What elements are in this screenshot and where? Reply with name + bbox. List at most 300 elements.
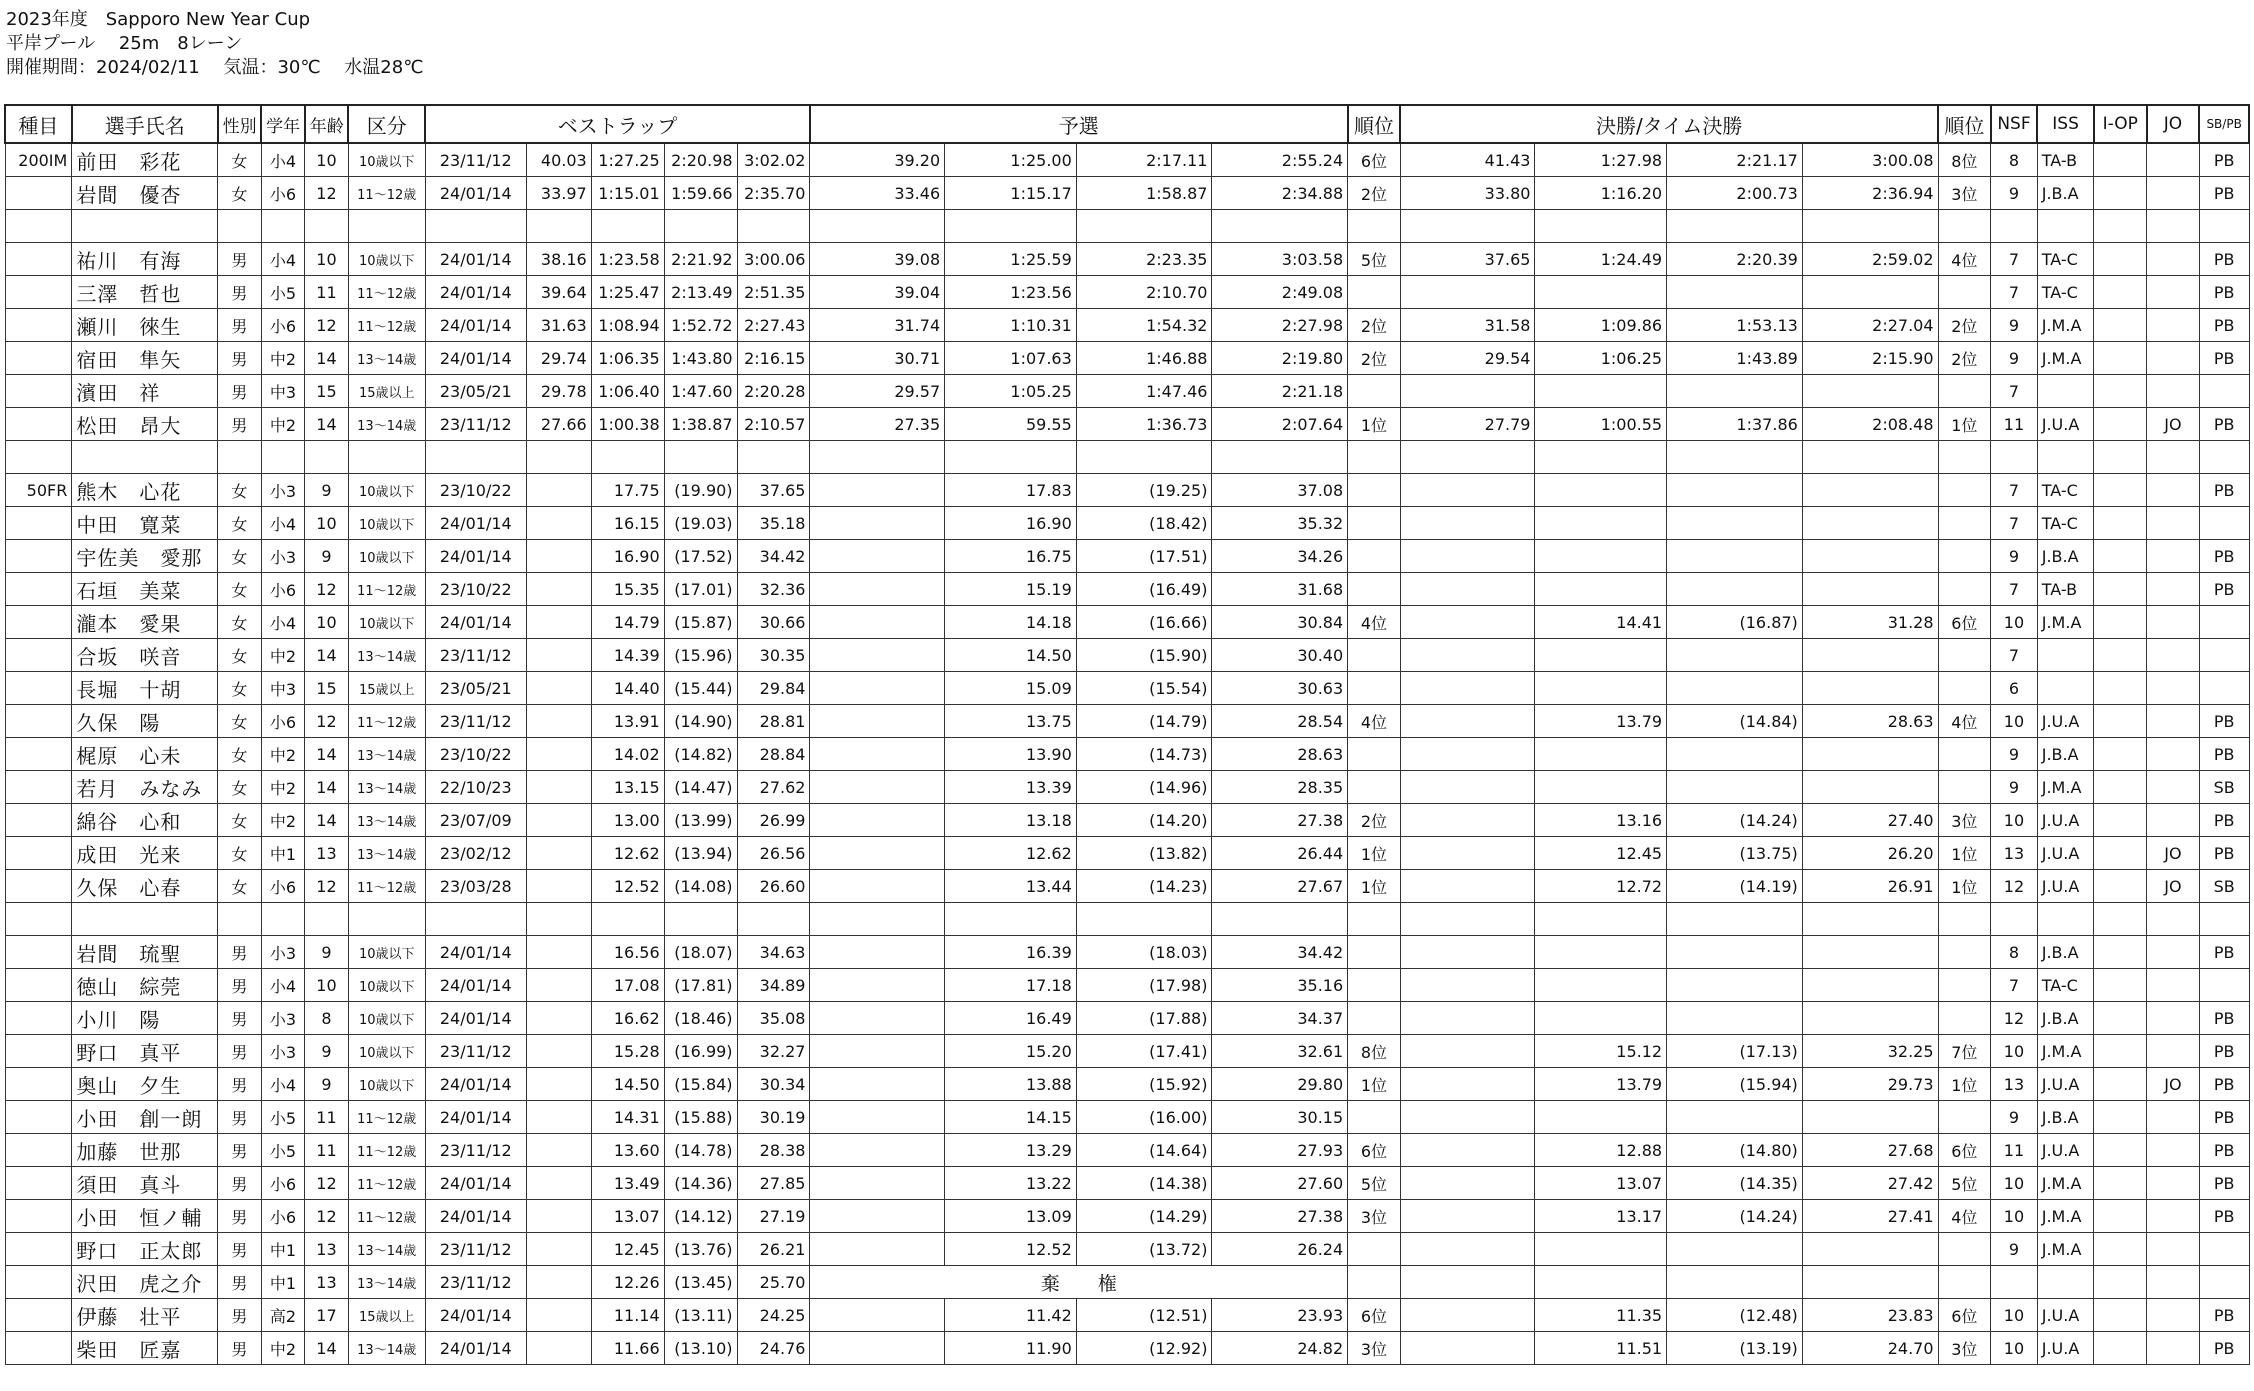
iss-cell: J.M.A bbox=[2037, 342, 2094, 375]
age-cell: 14 bbox=[305, 342, 349, 375]
final-split-3: (14.24) bbox=[1667, 1200, 1803, 1233]
age-class-cell: 10歳以下 bbox=[348, 1068, 425, 1101]
sbpb-cell: PB bbox=[2199, 276, 2249, 309]
best-split-2: 16.15 bbox=[591, 507, 664, 540]
best-split-3: (13.11) bbox=[664, 1299, 737, 1332]
grade-cell: 中2 bbox=[261, 408, 305, 441]
grade-cell: 小4 bbox=[261, 606, 305, 639]
best-split-2: 11.14 bbox=[591, 1299, 664, 1332]
prelim-rank-cell: 3位 bbox=[1348, 1200, 1401, 1233]
iss-cell: J.U.A bbox=[2037, 1134, 2094, 1167]
final-split-3: (14.24) bbox=[1667, 804, 1803, 837]
prelim-split-4: 30.40 bbox=[1212, 639, 1348, 672]
prelim-split-1: 39.04 bbox=[810, 276, 945, 309]
final-split-4: 31.28 bbox=[1802, 606, 1938, 639]
best-split-1 bbox=[526, 1332, 591, 1365]
grade-cell: 小3 bbox=[261, 1035, 305, 1068]
swimmer-name: 久保 陽 bbox=[72, 705, 218, 738]
results-table bbox=[4, 104, 2250, 1365]
best-split-2: 12.62 bbox=[591, 837, 664, 870]
final-split-1 bbox=[1400, 705, 1535, 738]
jo-cell bbox=[2147, 243, 2200, 276]
final-split-4: 27.42 bbox=[1802, 1167, 1938, 1200]
iss-cell: J.B.A bbox=[2037, 177, 2094, 210]
jo-cell bbox=[2147, 342, 2200, 375]
empty-cell bbox=[261, 441, 305, 474]
best-date-cell: 24/01/14 bbox=[425, 969, 526, 1002]
sex-cell: 男 bbox=[218, 342, 262, 375]
best-split-1 bbox=[526, 672, 591, 705]
table-row bbox=[5, 540, 2249, 573]
final-split-3: 1:37.86 bbox=[1667, 408, 1803, 441]
table-row bbox=[5, 177, 2249, 210]
table-row bbox=[5, 639, 2249, 672]
nsf-cell: 7 bbox=[1991, 276, 2038, 309]
best-split-2: 14.50 bbox=[591, 1068, 664, 1101]
final-split-3: (12.48) bbox=[1667, 1299, 1803, 1332]
prelim-rank-cell: 5位 bbox=[1348, 243, 1401, 276]
best-split-4: 34.89 bbox=[737, 969, 810, 1002]
prelim-split-1 bbox=[810, 1200, 945, 1233]
final-split-2 bbox=[1535, 507, 1667, 540]
age-cell: 14 bbox=[305, 639, 349, 672]
iss-cell: J.M.A bbox=[2037, 1035, 2094, 1068]
final-split-1 bbox=[1400, 837, 1535, 870]
prelim-split-4: 28.35 bbox=[1212, 771, 1348, 804]
swimmer-name: 小田 恒ノ輔 bbox=[72, 1200, 218, 1233]
nsf-cell: 9 bbox=[1991, 771, 2038, 804]
prelim-split-4: 28.63 bbox=[1212, 738, 1348, 771]
sbpb-cell: PB bbox=[2199, 1200, 2249, 1233]
prelim-split-1 bbox=[810, 1332, 945, 1365]
table-row bbox=[5, 672, 2249, 705]
table-row bbox=[5, 342, 2249, 375]
best-split-3: (17.52) bbox=[664, 540, 737, 573]
final-split-2: 1:16.20 bbox=[1535, 177, 1667, 210]
prelim-split-2: 1:05.25 bbox=[945, 375, 1077, 408]
nsf-cell: 10 bbox=[1991, 804, 2038, 837]
best-date-cell: 24/01/14 bbox=[425, 1332, 526, 1365]
jo-cell bbox=[2147, 507, 2200, 540]
final-split-1 bbox=[1400, 1332, 1535, 1365]
sex-cell: 男 bbox=[218, 276, 262, 309]
iss-cell: J.B.A bbox=[2037, 540, 2094, 573]
best-split-2: 1:00.38 bbox=[591, 408, 664, 441]
sbpb-cell: PB bbox=[2199, 540, 2249, 573]
final-split-1 bbox=[1400, 936, 1535, 969]
prelim-split-4: 2:21.18 bbox=[1212, 375, 1348, 408]
empty-cell bbox=[945, 903, 1077, 936]
age-cell: 10 bbox=[305, 143, 349, 177]
iop-cell bbox=[2094, 606, 2147, 639]
empty-cell bbox=[591, 210, 664, 243]
final-rank-cell bbox=[1938, 573, 1991, 606]
age-cell: 9 bbox=[305, 540, 349, 573]
empty-cell bbox=[2037, 210, 2094, 243]
prelim-split-1: 39.20 bbox=[810, 143, 945, 177]
iop-cell bbox=[2094, 309, 2147, 342]
age-class-cell: 11～12歳 bbox=[348, 177, 425, 210]
final-rank-cell: 6位 bbox=[1938, 1134, 1991, 1167]
sex-cell: 女 bbox=[218, 540, 262, 573]
final-split-1 bbox=[1400, 1101, 1535, 1134]
best-split-4: 2:27.43 bbox=[737, 309, 810, 342]
event-cell bbox=[5, 507, 72, 540]
iss-cell: J.B.A bbox=[2037, 1002, 2094, 1035]
iop-cell bbox=[2094, 804, 2147, 837]
final-split-4 bbox=[1802, 276, 1938, 309]
iop-cell bbox=[2094, 1332, 2147, 1365]
age-cell: 10 bbox=[305, 507, 349, 540]
best-split-1 bbox=[526, 837, 591, 870]
final-split-2: 1:27.98 bbox=[1535, 143, 1667, 177]
age-class-cell: 13～14歳 bbox=[348, 342, 425, 375]
age-class-cell: 10歳以下 bbox=[348, 474, 425, 507]
swimmer-name: 綿谷 心和 bbox=[72, 804, 218, 837]
prelim-split-1 bbox=[810, 738, 945, 771]
prelim-rank-cell: 8位 bbox=[1348, 1035, 1401, 1068]
sbpb-cell: PB bbox=[2199, 1332, 2249, 1365]
age-class-cell: 10歳以下 bbox=[348, 606, 425, 639]
iop-cell bbox=[2094, 408, 2147, 441]
grade-cell: 中3 bbox=[261, 375, 305, 408]
final-split-4: 2:15.90 bbox=[1802, 342, 1938, 375]
final-rank-cell: 1位 bbox=[1938, 1068, 1991, 1101]
grade-cell: 小6 bbox=[261, 1167, 305, 1200]
swimmer-name: 若月 みなみ bbox=[72, 771, 218, 804]
prelim-split-2: 13.44 bbox=[945, 870, 1077, 903]
best-split-1 bbox=[526, 705, 591, 738]
sbpb-cell bbox=[2199, 1233, 2249, 1266]
iop-cell bbox=[2094, 507, 2147, 540]
prelim-rank-cell bbox=[1348, 672, 1401, 705]
final-split-1 bbox=[1400, 573, 1535, 606]
nsf-cell: 8 bbox=[1991, 143, 2038, 177]
iss-cell: J.M.A bbox=[2037, 1233, 2094, 1266]
sbpb-cell: PB bbox=[2199, 573, 2249, 606]
table-row bbox=[5, 573, 2249, 606]
best-split-2: 1:08.94 bbox=[591, 309, 664, 342]
grade-cell: 小4 bbox=[261, 143, 305, 177]
prelim-rank-cell bbox=[1348, 507, 1401, 540]
age-class-cell: 13～14歳 bbox=[348, 408, 425, 441]
final-rank-cell: 1位 bbox=[1938, 870, 1991, 903]
final-split-3: (14.35) bbox=[1667, 1167, 1803, 1200]
age-class-cell: 11～12歳 bbox=[348, 1134, 425, 1167]
spacer-row bbox=[5, 903, 2249, 936]
empty-cell bbox=[305, 903, 349, 936]
prelim-split-4: 27.38 bbox=[1212, 1200, 1348, 1233]
empty-cell bbox=[2199, 903, 2249, 936]
best-split-4: 27.62 bbox=[737, 771, 810, 804]
final-split-2 bbox=[1535, 1233, 1667, 1266]
nsf-cell: 9 bbox=[1991, 1233, 2038, 1266]
best-split-4: 32.27 bbox=[737, 1035, 810, 1068]
best-split-2: 14.31 bbox=[591, 1101, 664, 1134]
iss-cell bbox=[2037, 1266, 2094, 1299]
event-cell bbox=[5, 1233, 72, 1266]
iop-cell bbox=[2094, 143, 2147, 177]
event-cell bbox=[5, 1068, 72, 1101]
table-row bbox=[5, 870, 2249, 903]
best-split-2: 14.40 bbox=[591, 672, 664, 705]
empty-cell bbox=[591, 441, 664, 474]
sbpb-cell bbox=[2199, 507, 2249, 540]
age-cell: 11 bbox=[305, 276, 349, 309]
col-prelim: 予選 bbox=[810, 105, 1348, 143]
final-split-2: 1:00.55 bbox=[1535, 408, 1667, 441]
iss-cell: J.U.A bbox=[2037, 1332, 2094, 1365]
best-split-4: 3:00.06 bbox=[737, 243, 810, 276]
prelim-split-4: 30.63 bbox=[1212, 672, 1348, 705]
grade-cell: 高2 bbox=[261, 1299, 305, 1332]
event-cell bbox=[5, 1200, 72, 1233]
best-split-1 bbox=[526, 1233, 591, 1266]
iss-cell: J.U.A bbox=[2037, 1068, 2094, 1101]
best-split-3: (15.44) bbox=[664, 672, 737, 705]
best-split-4: 30.35 bbox=[737, 639, 810, 672]
swimmer-name: 松田 昂大 bbox=[72, 408, 218, 441]
table-row bbox=[5, 936, 2249, 969]
final-split-2: 13.17 bbox=[1535, 1200, 1667, 1233]
prelim-split-2: 1:10.31 bbox=[945, 309, 1077, 342]
age-cell: 12 bbox=[305, 870, 349, 903]
sex-cell: 女 bbox=[218, 639, 262, 672]
swimmer-name: 熊木 心花 bbox=[72, 474, 218, 507]
empty-cell bbox=[1802, 441, 1938, 474]
prelim-split-4: 30.15 bbox=[1212, 1101, 1348, 1134]
empty-cell bbox=[810, 903, 945, 936]
final-split-2 bbox=[1535, 474, 1667, 507]
iop-cell bbox=[2094, 342, 2147, 375]
iop-cell bbox=[2094, 771, 2147, 804]
final-split-2: 12.72 bbox=[1535, 870, 1667, 903]
swimmer-name: 三澤 哲也 bbox=[72, 276, 218, 309]
final-split-1 bbox=[1400, 276, 1535, 309]
best-date-cell: 23/11/12 bbox=[425, 1266, 526, 1299]
sex-cell: 女 bbox=[218, 606, 262, 639]
age-class-cell: 13～14歳 bbox=[348, 1233, 425, 1266]
event-cell bbox=[5, 639, 72, 672]
best-split-4: 28.38 bbox=[737, 1134, 810, 1167]
best-split-1 bbox=[526, 969, 591, 1002]
results-body bbox=[5, 143, 2249, 1365]
sbpb-cell bbox=[2199, 1266, 2249, 1299]
prelim-split-3: 2:10.70 bbox=[1076, 276, 1212, 309]
best-split-2: 15.28 bbox=[591, 1035, 664, 1068]
nsf-cell: 8 bbox=[1991, 936, 2038, 969]
prelim-split-3: (13.72) bbox=[1076, 1233, 1212, 1266]
iss-cell: J.U.A bbox=[2037, 804, 2094, 837]
best-split-3: (18.07) bbox=[664, 936, 737, 969]
iop-cell bbox=[2094, 1266, 2147, 1299]
best-split-3: (19.03) bbox=[664, 507, 737, 540]
empty-cell bbox=[1802, 210, 1938, 243]
jo-cell bbox=[2147, 738, 2200, 771]
final-split-3: 2:21.17 bbox=[1667, 143, 1803, 177]
swimmer-name: 瀧本 愛果 bbox=[72, 606, 218, 639]
empty-cell bbox=[2147, 210, 2200, 243]
swimmer-name: 柴田 匠嘉 bbox=[72, 1332, 218, 1365]
col-nsf: NSF bbox=[1991, 105, 2038, 143]
empty-cell bbox=[664, 210, 737, 243]
best-split-1 bbox=[526, 936, 591, 969]
prelim-split-3: (13.82) bbox=[1076, 837, 1212, 870]
jo-cell bbox=[2147, 936, 2200, 969]
final-split-1: 29.54 bbox=[1400, 342, 1535, 375]
event-cell bbox=[5, 1266, 72, 1299]
prelim-split-4: 2:55.24 bbox=[1212, 143, 1348, 177]
final-rank-cell bbox=[1938, 771, 1991, 804]
empty-cell bbox=[5, 441, 72, 474]
table-row bbox=[5, 1266, 2249, 1299]
grade-cell: 小3 bbox=[261, 936, 305, 969]
prelim-split-3: (17.88) bbox=[1076, 1002, 1212, 1035]
sbpb-cell: PB bbox=[2199, 1002, 2249, 1035]
final-split-4 bbox=[1802, 540, 1938, 573]
empty-cell bbox=[2094, 903, 2147, 936]
final-split-4 bbox=[1802, 771, 1938, 804]
final-split-1 bbox=[1400, 507, 1535, 540]
empty-cell bbox=[348, 441, 425, 474]
empty-cell bbox=[261, 210, 305, 243]
prelim-split-3: (19.25) bbox=[1076, 474, 1212, 507]
final-split-4: 2:08.48 bbox=[1802, 408, 1938, 441]
sbpb-cell: PB bbox=[2199, 1299, 2249, 1332]
age-class-cell: 11～12歳 bbox=[348, 573, 425, 606]
final-split-3 bbox=[1667, 507, 1803, 540]
best-split-1 bbox=[526, 1167, 591, 1200]
nsf-cell: 9 bbox=[1991, 1101, 2038, 1134]
final-split-4 bbox=[1802, 1002, 1938, 1035]
col-final: 決勝/タイム決勝 bbox=[1400, 105, 1938, 143]
table-row bbox=[5, 705, 2249, 738]
final-split-3: 2:00.73 bbox=[1667, 177, 1803, 210]
prelim-split-4: 2:07.64 bbox=[1212, 408, 1348, 441]
prelim-split-1 bbox=[810, 672, 945, 705]
sbpb-cell: PB bbox=[2199, 804, 2249, 837]
prelim-split-2: 14.50 bbox=[945, 639, 1077, 672]
empty-cell bbox=[5, 903, 72, 936]
prelim-split-2: 11.90 bbox=[945, 1332, 1077, 1365]
final-split-3: (17.13) bbox=[1667, 1035, 1803, 1068]
prelim-split-2: 13.75 bbox=[945, 705, 1077, 738]
best-date-cell: 23/10/22 bbox=[425, 738, 526, 771]
empty-cell bbox=[2094, 441, 2147, 474]
table-row bbox=[5, 1035, 2249, 1068]
prelim-split-2: 1:15.17 bbox=[945, 177, 1077, 210]
empty-cell bbox=[664, 441, 737, 474]
best-date-cell: 23/10/22 bbox=[425, 474, 526, 507]
prelim-split-4: 2:49.08 bbox=[1212, 276, 1348, 309]
empty-cell bbox=[810, 441, 945, 474]
sex-cell: 男 bbox=[218, 969, 262, 1002]
empty-cell bbox=[1348, 903, 1401, 936]
final-split-3 bbox=[1667, 1233, 1803, 1266]
swimmer-name: 中田 寛菜 bbox=[72, 507, 218, 540]
prelim-split-2: 12.52 bbox=[945, 1233, 1077, 1266]
event-cell bbox=[5, 540, 72, 573]
swimmer-name: 小川 陽 bbox=[72, 1002, 218, 1035]
best-date-cell: 24/01/14 bbox=[425, 1200, 526, 1233]
final-split-2 bbox=[1535, 540, 1667, 573]
final-split-1 bbox=[1400, 870, 1535, 903]
prelim-rank-cell: 1位 bbox=[1348, 837, 1401, 870]
final-split-3 bbox=[1667, 672, 1803, 705]
sex-cell: 女 bbox=[218, 507, 262, 540]
best-split-2: 12.52 bbox=[591, 870, 664, 903]
prelim-split-3: (16.49) bbox=[1076, 573, 1212, 606]
best-split-4: 2:35.70 bbox=[737, 177, 810, 210]
best-split-2: 13.00 bbox=[591, 804, 664, 837]
best-date-cell: 23/11/12 bbox=[425, 1233, 526, 1266]
sex-cell: 男 bbox=[218, 1068, 262, 1101]
jo-cell bbox=[2147, 1134, 2200, 1167]
best-split-3: (15.88) bbox=[664, 1101, 737, 1134]
age-class-cell: 10歳以下 bbox=[348, 243, 425, 276]
sbpb-cell: PB bbox=[2199, 177, 2249, 210]
grade-cell: 中2 bbox=[261, 804, 305, 837]
best-split-1 bbox=[526, 606, 591, 639]
best-split-1 bbox=[526, 1068, 591, 1101]
best-split-3: 2:21.92 bbox=[664, 243, 737, 276]
nsf-cell: 9 bbox=[1991, 342, 2038, 375]
prelim-split-2: 59.55 bbox=[945, 408, 1077, 441]
prelim-rank-cell: 4位 bbox=[1348, 705, 1401, 738]
age-class-cell: 13～14歳 bbox=[348, 738, 425, 771]
grade-cell: 中2 bbox=[261, 738, 305, 771]
best-split-2: 13.15 bbox=[591, 771, 664, 804]
empty-cell bbox=[1400, 441, 1535, 474]
empty-cell bbox=[1667, 210, 1803, 243]
empty-cell bbox=[1802, 903, 1938, 936]
age-cell: 10 bbox=[305, 243, 349, 276]
best-split-3: (13.10) bbox=[664, 1332, 737, 1365]
final-split-1: 31.58 bbox=[1400, 309, 1535, 342]
age-class-cell: 10歳以下 bbox=[348, 507, 425, 540]
prelim-split-4: 2:27.98 bbox=[1212, 309, 1348, 342]
sex-cell: 男 bbox=[218, 1332, 262, 1365]
sex-cell: 女 bbox=[218, 804, 262, 837]
sbpb-cell: PB bbox=[2199, 1134, 2249, 1167]
prelim-split-1 bbox=[810, 1134, 945, 1167]
event-cell bbox=[5, 1101, 72, 1134]
final-split-3: (13.19) bbox=[1667, 1332, 1803, 1365]
empty-cell bbox=[1991, 441, 2038, 474]
sbpb-cell: PB bbox=[2199, 408, 2249, 441]
best-date-cell: 23/05/21 bbox=[425, 672, 526, 705]
iss-cell: J.M.A bbox=[2037, 606, 2094, 639]
grade-cell: 小6 bbox=[261, 870, 305, 903]
table-row bbox=[5, 606, 2249, 639]
prelim-split-3: 1:54.32 bbox=[1076, 309, 1212, 342]
sbpb-cell: PB bbox=[2199, 1035, 2249, 1068]
best-split-2: 16.56 bbox=[591, 936, 664, 969]
swimmer-name: 野口 真平 bbox=[72, 1035, 218, 1068]
table-row bbox=[5, 969, 2249, 1002]
jo-cell: JO bbox=[2147, 408, 2200, 441]
final-split-1 bbox=[1400, 1002, 1535, 1035]
final-split-2: 1:09.86 bbox=[1535, 309, 1667, 342]
final-split-2 bbox=[1535, 936, 1667, 969]
prelim-split-2: 1:25.00 bbox=[945, 143, 1077, 177]
iop-cell bbox=[2094, 243, 2147, 276]
swimmer-name: 成田 光来 bbox=[72, 837, 218, 870]
final-rank-cell bbox=[1938, 738, 1991, 771]
event-cell bbox=[5, 1332, 72, 1365]
prelim-split-3: (15.90) bbox=[1076, 639, 1212, 672]
sex-cell: 女 bbox=[218, 177, 262, 210]
